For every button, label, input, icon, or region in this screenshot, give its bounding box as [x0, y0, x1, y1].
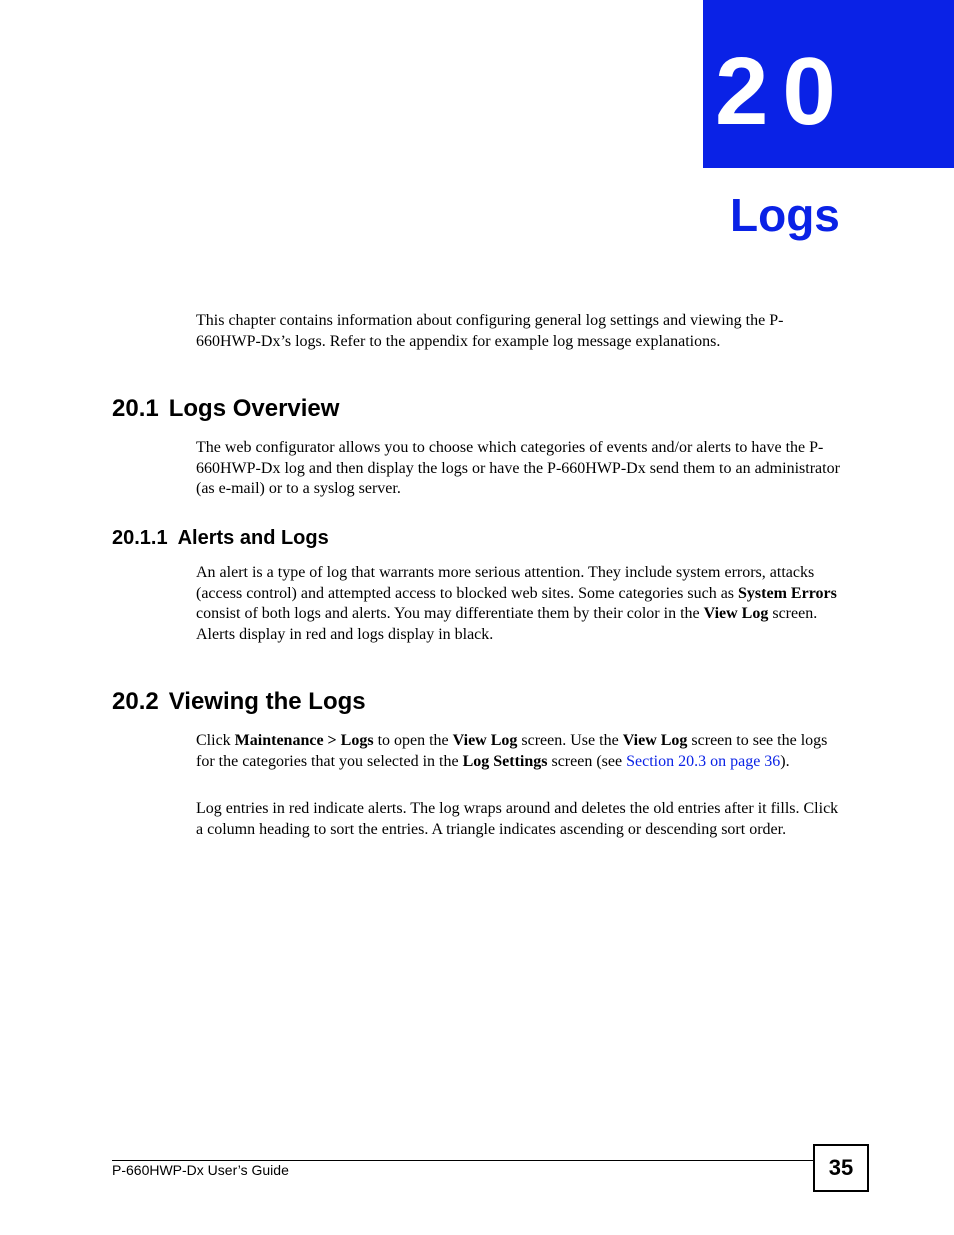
alerts-and-logs-paragraph	[196, 563, 844, 645]
text-run: ).	[780, 752, 790, 770]
chapter-number: 20	[715, 38, 850, 145]
section-heading-20-1-1	[112, 528, 329, 548]
ui-term-log-settings: Log Settings	[462, 752, 548, 770]
ui-term-view-log: View Log	[703, 605, 769, 622]
text-run: screen. Use the	[517, 732, 623, 749]
section-heading-20-1	[112, 397, 339, 421]
section-number: 20.1.1	[112, 527, 168, 549]
ui-term-system-errors: System Errors	[738, 584, 837, 602]
ui-term-view-log: View Log	[622, 732, 688, 749]
ui-term-view-log: View Log	[452, 732, 518, 749]
text-run: to open the	[373, 732, 453, 749]
section-number: 20.2	[112, 688, 159, 715]
viewing-logs-paragraph-2: Log entries in red indicate alerts. The log wraps around and deletes the old entries after it fills. Click a column heading to sort the entries. A triangle indicates ascending or descending sort order.	[196, 800, 839, 838]
chapter-number-box	[703, 0, 954, 168]
text-run: An alert is a type of log that warrants more serious attention. They include system errors, attacks (access control) and attempted access to blocked web sites. Some categories such as	[196, 564, 815, 602]
viewing-logs-paragraph-1	[196, 731, 844, 772]
intro-paragraph: This chapter contains information about configuring general log settings and viewing the P-660HWP-Dx’s logs. Refer to the appendix for example log message explanations.	[196, 312, 784, 350]
ui-term-maintenance-logs: Maintenance > Logs	[234, 732, 374, 749]
section-heading-20-2	[112, 690, 366, 714]
page-number-box	[813, 1144, 869, 1192]
footer-guide-title: P-660HWP-Dx User’s Guide	[112, 1162, 289, 1178]
text-run: screen. Alerts display in red and logs display in black.	[196, 605, 818, 643]
section-title: Logs Overview	[168, 395, 340, 422]
section-title: Viewing the Logs	[168, 688, 366, 715]
chapter-title: Logs	[730, 189, 840, 241]
page-number: 35	[828, 1155, 854, 1180]
section-cross-reference-link[interactable]: Section 20.3 on page 36	[626, 752, 781, 770]
text-run: consist of both logs and alerts. You may differentiate them by their color in the	[196, 605, 704, 622]
text-run: screen to see the logs for the categories that you selected in the	[196, 732, 828, 770]
section-title: Alerts and Logs	[177, 527, 329, 549]
section-number: 20.1	[112, 395, 159, 422]
text-run: screen (see	[547, 752, 627, 770]
logs-overview-paragraph: The web configurator allows you to choose which categories of events and/or alerts to have the P-660HWP-Dx log and then display the logs or have the P-660HWP-Dx send them to an administrator (as e-mail) or to a syslog server.	[196, 439, 840, 497]
footer-rule	[112, 1160, 814, 1161]
text-run: Click	[196, 732, 235, 749]
